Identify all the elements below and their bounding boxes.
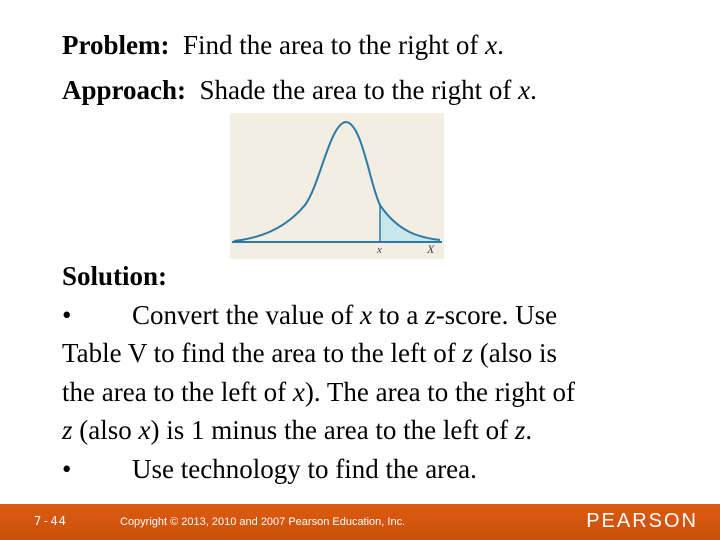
solution-heading: Solution:: [62, 261, 168, 291]
normal-curve: [234, 122, 440, 241]
var-z: z: [62, 415, 73, 445]
problem-var: x: [485, 30, 498, 60]
x-axis-label: X: [427, 242, 435, 256]
text-run: the area to the left of: [62, 376, 293, 407]
text-run: -score. Use: [435, 299, 558, 330]
var-z: z: [425, 299, 436, 330]
shaded-right-tail: [380, 205, 440, 242]
bullet-marker: •: [62, 299, 72, 330]
bullet-marker: •: [62, 453, 72, 484]
var-x: x: [138, 415, 151, 445]
text-run: Table V to find the area to the left of: [62, 338, 463, 368]
footer-bar: [0, 504, 720, 540]
copyright-notice: Copyright © 2013, 2010 and 2007 Pearson Education, Inc.: [120, 516, 406, 528]
bullet-2-row: [62, 450, 692, 489]
text-run: ). The area to the right of: [304, 376, 576, 407]
approach-var: x: [518, 75, 531, 105]
pearson-logo: PEARSON: [586, 510, 698, 532]
bullet-1-row-3: [62, 373, 692, 412]
normal-curve-figure: [230, 113, 444, 259]
approach-label: Approach:: [62, 75, 187, 105]
x-marker-label: x: [377, 244, 382, 256]
text-run: to a: [371, 299, 426, 330]
bullet-1-row-4: [62, 411, 692, 450]
var-x: x: [359, 299, 372, 330]
normal-curve-svg: [230, 113, 444, 259]
problem-end: .: [497, 30, 504, 60]
problem-label: Problem:: [62, 30, 170, 60]
text-run: Use technology to find the area.: [132, 453, 477, 484]
approach-text: Shade the area to the right of: [199, 75, 512, 105]
var-x: x: [292, 376, 305, 407]
text-run: (also is: [473, 338, 557, 368]
bullet-1-row-1: [62, 296, 692, 335]
bullet-1-row-2: [62, 334, 692, 373]
problem-line: [62, 30, 504, 61]
approach-end: .: [530, 75, 537, 105]
text-run: Convert the value of: [132, 299, 360, 330]
text-run: ) is 1 minus the area to the left of: [150, 415, 515, 445]
approach-line: [62, 75, 537, 106]
solution-block: [62, 257, 692, 488]
problem-text: Find the area to the right of: [182, 30, 479, 60]
text-run: (also: [72, 415, 139, 445]
page-number: 7-44: [34, 514, 67, 528]
var-z: z: [462, 338, 473, 368]
var-z: z: [514, 415, 526, 445]
text-run: .: [525, 415, 533, 445]
